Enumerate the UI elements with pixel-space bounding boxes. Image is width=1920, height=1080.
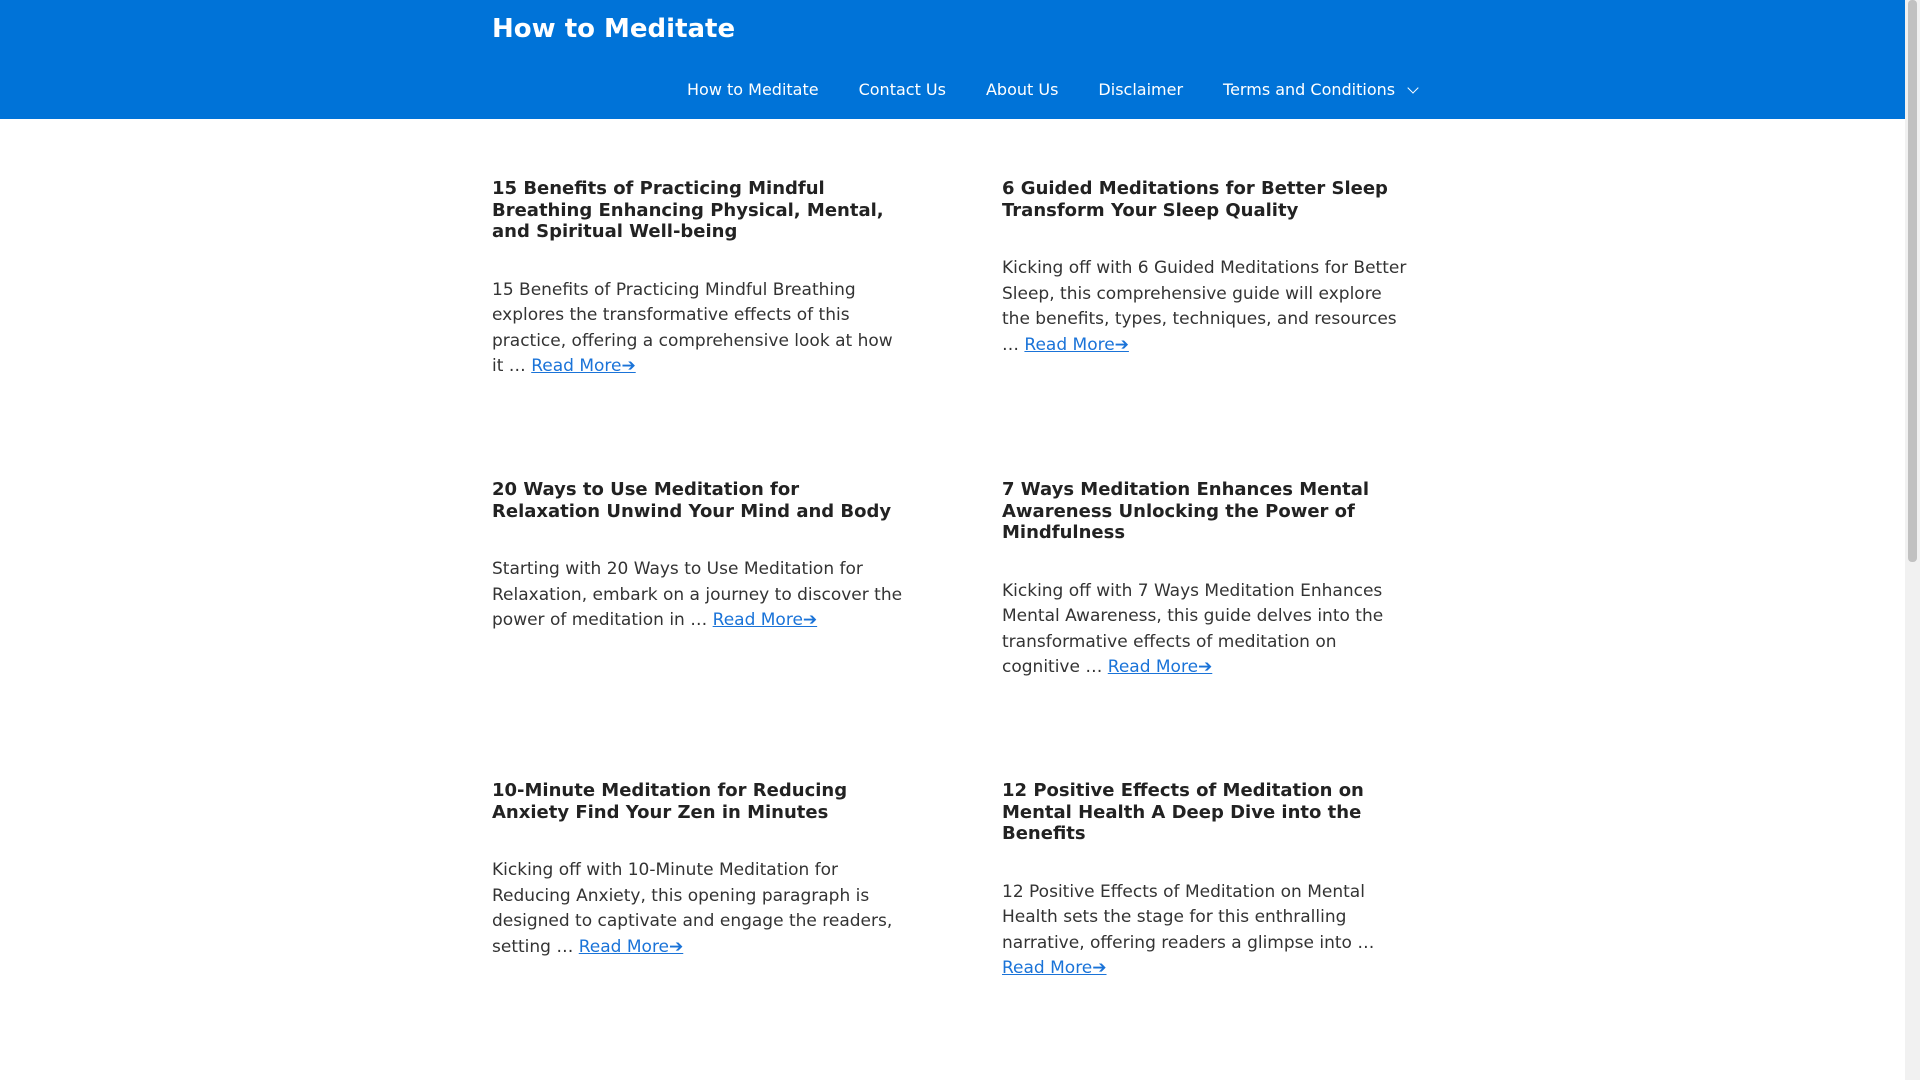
post-title-link[interactable]: 7 Ways Meditation Enhances Mental Awareness Unlocking the Power of Mindfulness [1002,479,1370,543]
post-excerpt [1002,579,1414,681]
post-card [1002,780,1414,1080]
read-more-link[interactable]: Read More➔ [531,356,636,376]
nav-item-disclaimer[interactable] [1078,78,1203,102]
post-excerpt-text: Kicking off with 7 Ways Meditation Enhances Mental Awareness, this guide delves into the transformative effects of meditation on cognitive … [1002,580,1384,677]
nav-item-how-to-meditate[interactable] [668,78,839,102]
post-excerpt [492,858,904,960]
read-more-link[interactable]: Read More➔ [712,610,818,630]
read-more-link[interactable]: Read More➔ [1002,958,1107,978]
nav-item-label: About Us [985,80,1059,99]
post-title-link[interactable]: 15 Benefits of Practicing Mindful Breathing Enhancing Physical, Mental, and Spiritual Well-being [492,178,884,242]
read-more-link[interactable]: Read More➔ [578,936,684,957]
post-excerpt-text: Starting with 20 Ways to Use Meditation for Relaxation, embark on a journey to discover the power of meditation in … [492,559,903,630]
post-excerpt [492,278,904,380]
read-more-link[interactable]: Read More➔ [1107,657,1213,677]
post-excerpt [492,557,904,634]
post-excerpt [1002,880,1414,982]
scrollbar-thumb[interactable] [1908,0,1917,562]
post-title-link[interactable]: 12 Positive Effects of Meditation on Mental Health A Deep Dive into the Benefits [1002,780,1364,844]
nav-item-label: How to Meditate [687,80,819,99]
post-excerpt-text: Kicking off with 6 Guided Meditations for Better Sleep, this comprehensive guide will explore the benefits, types, techniques, and resources … [1002,258,1407,355]
nav-item-about-us[interactable] [966,78,1078,102]
post-card [492,780,904,1080]
post-excerpt-text: 15 Benefits of Practicing Mindful Breathing explores the transformative effects of this practice, offering a comprehensive look at how it … [492,279,893,376]
nav-item-label: Disclaimer [1098,80,1184,99]
post-title-link[interactable]: 10-Minute Meditation for Reducing Anxiety Find Your Zen in Minutes [492,780,848,823]
read-more-link[interactable]: Read More➔ [1024,334,1129,355]
nav-item-terms-and-conditions[interactable] [1203,78,1437,102]
site-title-link[interactable]: How to Meditate [492,14,736,44]
post-excerpt-text: Kicking off with 10-Minute Meditation for Reducing Anxiety, this opening paragraph is designed to captivate and engage the readers, setting … [492,860,893,957]
post-excerpt [1002,256,1414,358]
vertical-scrollbar[interactable] [1905,0,1920,1080]
post-card [1002,479,1414,780]
nav-item-contact-us[interactable] [839,78,966,102]
post-grid [492,178,1414,1080]
nav-item-label: Contact Us [858,80,946,99]
post-title-link[interactable]: 20 Ways to Use Meditation for Relaxation Unwind Your Mind and Body [492,479,892,522]
site-header [0,0,1905,119]
post-card [492,479,904,780]
post-card [1002,178,1414,479]
post-excerpt-text: 12 Positive Effects of Meditation on Mental Health sets the stage for this enthralling narrative, offering readers a glimpse into … [1002,881,1375,953]
nav-item-label: Terms and Conditions [1223,80,1396,99]
post-card [492,178,904,479]
post-title-link[interactable]: 6 Guided Meditations for Better Sleep Transform Your Sleep Quality [1002,178,1388,221]
chevron-down-icon[interactable] [1407,82,1418,93]
primary-nav [668,78,1437,102]
